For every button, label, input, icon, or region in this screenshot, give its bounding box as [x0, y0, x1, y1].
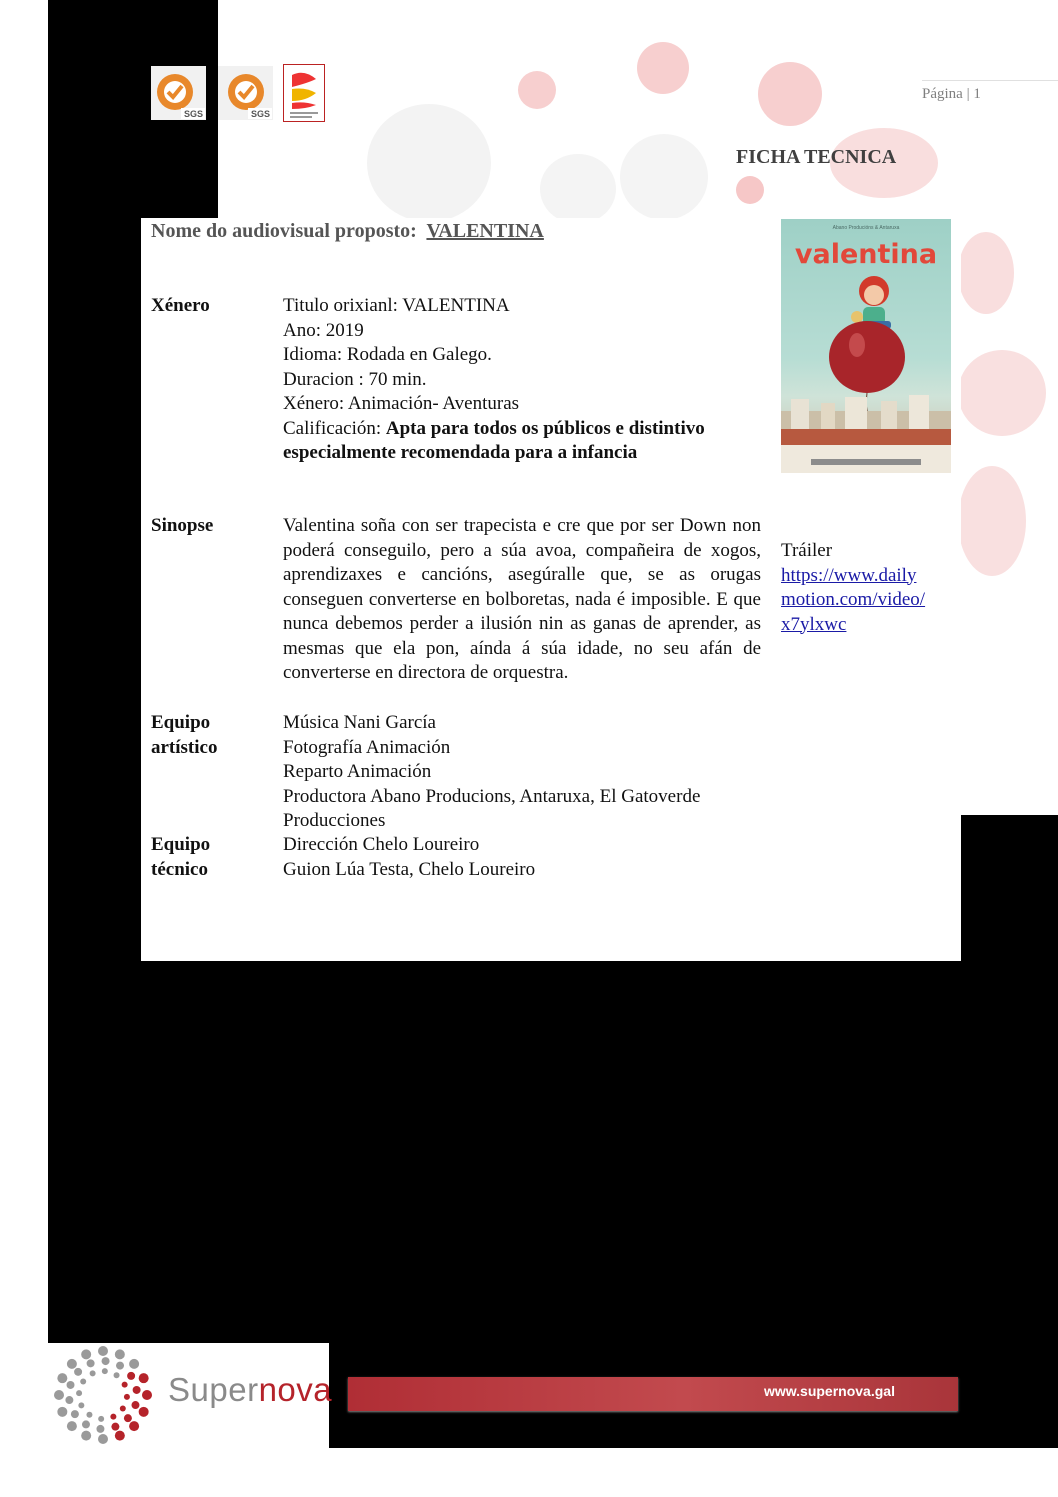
equipo-tecnico-list	[283, 833, 763, 882]
artistico-line: Productora Abano Producions, Antaruxa, El Gatoverde	[283, 785, 701, 807]
sgs-certification-logo	[151, 66, 206, 120]
brand-suffix: nova	[258, 1371, 333, 1408]
equipo-tecnico-label	[151, 833, 210, 882]
tecnico-line: Guion Lúa Testa, Chelo Loureiro	[283, 858, 536, 880]
page-number-value: 1	[973, 86, 981, 102]
page-number: Página | 1	[922, 86, 981, 102]
audiovisual-title-label: Nome do audiovisual proposto:	[151, 220, 417, 242]
quality-seal-logo	[283, 64, 325, 122]
xenero-line: Idioma: Rodada en Galego.	[283, 344, 492, 365]
header-logos	[151, 64, 326, 120]
tecnico-line: Dirección Chelo Loureiro	[283, 834, 480, 855]
equipo-artistico-label-line: Equipo	[151, 712, 211, 733]
artistico-line: Producciones	[283, 810, 386, 831]
calificacion-value: Apta para todos os públicos e distintivo especialmente recomendada para a infancia	[283, 417, 705, 463]
trailer-link-line: motion.com/video/	[781, 589, 926, 610]
equipo-tecnico-label-line: técnico	[151, 858, 208, 880]
footer-url: www.supernova.gal	[764, 1383, 895, 1399]
xenero-line: Xénero: Animación- Aventuras	[283, 393, 520, 414]
equipo-artistico-label	[151, 711, 217, 760]
poster-top-text: Abano Producións & Antaruxa	[832, 225, 900, 231]
sinopse-label: Sinopse	[151, 515, 214, 536]
artistico-line: Reparto Animación	[283, 761, 432, 782]
brand-prefix: Super	[168, 1371, 259, 1408]
sinopse-text: Valentina soña con ser trapecista e cre que por ser Down non poderá conseguilo, pero a súa avoa, compañeira de xogos, aprendizaxes e cancións, asegúralle que, se as orugas conseguen converterse en bolboretas, nada é imposible. E que nunca debemos perder a ilusión nin as ganas de aprender, as mesmas que ela pon, aínda á súa idade, no seu afán de converterse en directora de orquestra.	[283, 515, 761, 683]
sgs-text-1: SGS	[184, 109, 204, 119]
sgs-certification-logo	[218, 66, 273, 120]
equipo-tecnico-label-line: Equipo	[151, 834, 211, 855]
trailer-link-line: https://www.daily	[781, 564, 917, 586]
artistico-line: Fotografía Animación	[283, 736, 451, 758]
movie-poster	[781, 219, 951, 473]
xenero-line: Ano: 2019	[283, 319, 364, 341]
footer-logo-area	[48, 1343, 333, 1448]
calificacion	[283, 417, 723, 466]
trailer-link[interactable]	[781, 564, 956, 638]
artistico-line: Música Nani García	[283, 712, 436, 733]
equipo-artistico-list	[283, 711, 763, 834]
xenero-line: Titulo orixianl: VALENTINA	[283, 295, 510, 316]
audiovisual-title-value: VALENTINA	[426, 220, 544, 242]
trailer-block	[781, 539, 956, 637]
trailer-label: Tráiler	[781, 540, 833, 561]
xenero-line: Duracion : 70 min.	[283, 368, 427, 390]
xenero-details	[283, 294, 723, 466]
xenero-label: Xénero	[151, 295, 210, 316]
supernova-logo-icon	[48, 1345, 158, 1445]
supernova-brand	[168, 1371, 332, 1409]
calificacion-prefix: Calificación:	[283, 417, 386, 439]
poster-title: valentina	[794, 239, 938, 270]
sgs-text-2: SGS	[251, 109, 271, 119]
document-title: FICHA TECNICA	[736, 146, 897, 168]
header-rule	[922, 80, 1058, 81]
equipo-artistico-label-line: artístico	[151, 736, 218, 758]
page-label: Página	[922, 86, 963, 102]
trailer-link-line: x7ylxwc	[781, 613, 847, 635]
audiovisual-title-line	[151, 220, 544, 243]
